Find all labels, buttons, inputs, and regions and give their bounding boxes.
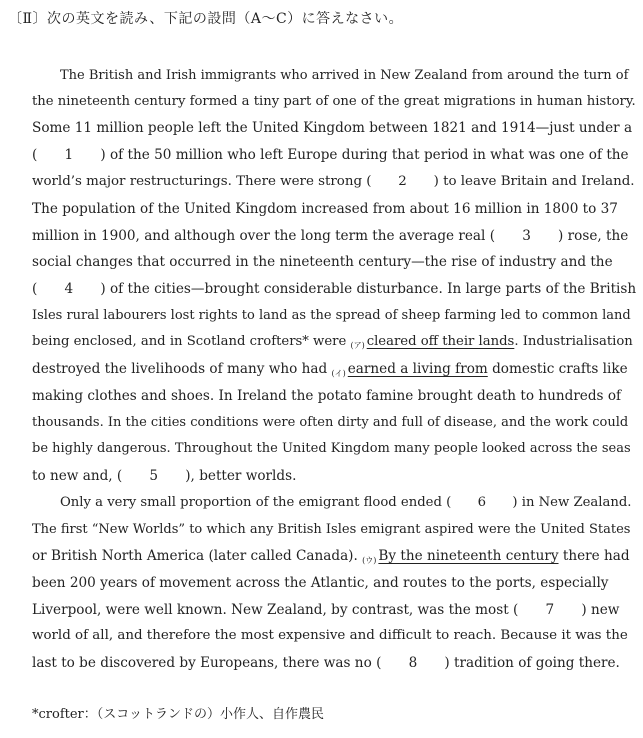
text-line: The first “New Worlds” to which any British Isles emigrant aspired were the United States [32,522,631,537]
text-line: Only a very small proportion of the emigrant flood ended ( 6 ) in New Zealand. [60,495,632,510]
question-heading: 〔Ⅱ〕次の英文を読み、下記の設問（A～C）に答えなさい。 [8,11,404,27]
line-text: being enclosed, and in Scotland crofters* were [32,334,351,349]
text-line: the nineteenth century formed a tiny part of one of the great migrations in human history. [32,94,636,109]
text-line: The British and Irish immigrants who arrived in New Zealand from around the turn of [60,68,629,83]
text-line: The population of the United Kingdom increased from about 16 million in 1800 to 37 [32,201,618,217]
text-line: been 200 years of movement across the Atlantic, and routes to the ports, especially [32,575,609,591]
text-line: ( 4 ) of the cities—brought considerable disturbance. In large parts of the British [32,281,637,297]
underlined-phrase-u: By the nineteenth century [378,548,559,564]
text-line: be highly dangerous. Throughout the United Kingdom many people looked across the seas [32,441,631,456]
text-line [32,359,628,384]
marker-u: (ウ) [362,556,377,565]
text-line: to new and, ( 5 ), better worlds. [32,468,297,484]
text-line: million in 1900, and although over the long term the average real ( 3 ) rose, the [32,228,629,244]
text-line: world of all, and therefore the most expensive and difficult to reach. Because it was the [32,628,628,643]
text-line: Some 11 million people left the United Kingdom between 1821 and 1914—just under a [32,120,633,136]
text-line: last to be discovered by Europeans, there was no ( 8 ) tradition of going there. [32,655,620,671]
underlined-phrase-i: earned a living from [347,361,488,377]
text-line: world’s major restructurings. There were strong ( 2 ) to leave Britain and Ireland. [32,174,635,189]
text-line: Liverpool, were well known. New Zealand, by contrast, was the most ( 7 ) new [32,602,620,618]
line-text: or British North America (later called Canada). [32,548,363,564]
text-line [32,546,630,571]
text-line [32,332,633,356]
text-line: social changes that occurred in the nineteenth century—the rise of industry and the [32,254,613,270]
text-line: Isles rural labourers lost rights to land as the spread of sheep farming led to common land [32,308,631,323]
line-text: . Industrialisation [514,334,633,349]
text-line: ( 1 ) of the 50 million who left Europe during that period in what was one of the [32,147,629,163]
underlined-phrase-a: cleared off their lands [366,334,515,349]
line-text: destroyed the livelihoods of many who had [32,361,332,377]
marker-i: (イ) [331,369,346,378]
line-text: domestic crafts like [487,361,628,377]
text-line: thousands. In the cities conditions were often dirty and full of disease, and the work could [32,415,629,430]
footnote: *crofter：（スコットランドの）小作人、自作農民 [32,707,325,722]
line-text: there had [558,548,630,564]
marker-a: (ア) [350,341,365,350]
text-line: making clothes and shoes. In Ireland the potato famine brought death to hundreds of [32,388,622,404]
